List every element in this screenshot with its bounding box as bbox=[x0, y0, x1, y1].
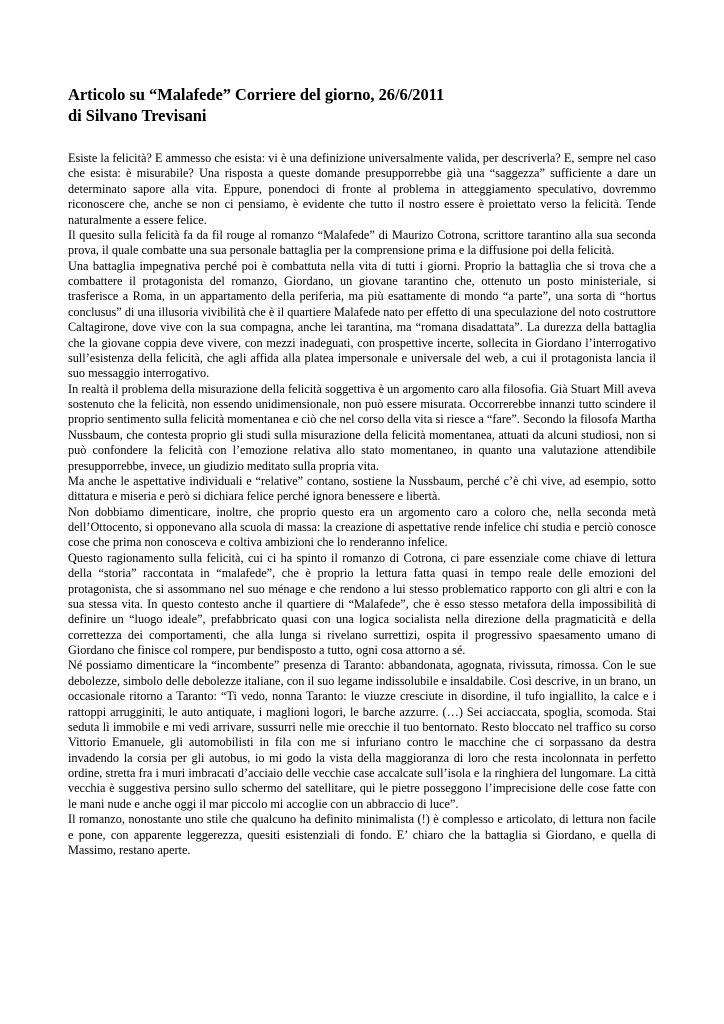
paragraph: Il romanzo, nonostante uno stile che qualcuno ha definito minimalista (!) è complesso e articolato, di lettura non facile e pone, con apparente leggerezza, quesiti esistenziali di fondo. E’ chiaro che la battaglia si Giordano, e quella di Massimo, restano aperte. bbox=[68, 812, 656, 857]
paragraph: Ma anche le aspettative individuali e “relative” contano, sostiene la Nussbaum, perché c’è chi vive, ad esempio, sotto dittatura e miseria e però si dichiara felice perché ignora benessere e libertà. bbox=[68, 473, 656, 504]
article-author-line: di Silvano Trevisani bbox=[68, 106, 207, 125]
document-page bbox=[68, 84, 656, 858]
paragraph: Non dobbiamo dimenticare, inoltre, che proprio questo era un argomento caro a coloro che, nella seconda metà dell’Ottocento, si opponevano alla scuola di massa: la creazione di aspettative rende infelice chi studia e perciò conosce cose che prima non conosceva e coltiva ambizioni che lo renderanno infelice. bbox=[68, 504, 656, 550]
article-body bbox=[68, 151, 656, 858]
paragraph: Una battaglia impegnativa perché poi è combattuta nella vita di tutti i giorni. Proprio la battaglia che si trova che a combattere il protagonista del romanzo, Giordano, un giovane tarantino che, ottenuto un posto ministeriale, si trasferisce a Roma, in un appartamento della periferia, ma più esattamente di mondo “a parte”, una sorta di “hortus conclusus” di una illusoria vivibilità che è il quartiere Malafede nato per effetto di una speculazione del noto costruttore Caltagirone, dove vive con la sua compagna, anche lei tarantina, ma “romana disadattata”. La durezza della battaglia che la giovane coppia deve vivere, con mezzi inadeguati, con prospettive incerte, sollecita in Giordano l’interrogativo sull’esistenza della felicità, che agli affida alla platea impersonale e universale del web, a cui il protagonista lancia il suo messaggio interrogativo. bbox=[68, 258, 656, 381]
article-title bbox=[68, 84, 656, 126]
paragraph: Il quesito sulla felicità fa da fil rouge al romanzo “Malafede” di Maurizo Cotrona, scrittore tarantino alla sua seconda prova, il quale combatte una sua personale battaglia per la comprensione prima e la diffusione poi della felicità. bbox=[68, 227, 656, 258]
paragraph: Esiste la felicità? E ammesso che esista: vi è una definizione universalmente valida, per descriverla? E, sempre nel caso che esista: è misurabile? Una risposta a queste domande presupporrebbe già una “saggezza” sufficiente a dare un determinato sapore alla vita. Eppure, ponendoci di fronte al problema in atteggiamento speculativo, dovremmo riconoscere che, anche se non ci pensiamo, è evidente che tutto il nostro essere è proiettato verso la felicità. Tende naturalmente a essere felice. bbox=[68, 151, 656, 227]
paragraph: In realtà il problema della misurazione della felicità soggettiva è un argomento caro alla filosofia. Già Stuart Mill aveva sostenuto che la felicità, non essendo unidimensionale, non può essere misurata. Occorrerebbe innanzi tutto scindere il proprio sentimento sulla felicità momentanea e ciò che nel corso della vita si riesce a “fare”. Secondo la filosofa Martha Nussbaum, che contesta proprio gli studi sulla misurazione della felicità momentanea, attuati da alcuni studiosi, non si può confondere la felicità con l’emozione relativa allo stato momentaneo, in quanto una valutazione attendibile presupporrebbe, invece, un giudizio meditato sulla propria vita. bbox=[68, 381, 656, 473]
paragraph: Né possiamo dimenticare la “incombente” presenza di Taranto: abbandonata, agognata, rivissuta, rimossa. Con le sue debolezze, simbolo delle debolezze italiane, con il suo legame indissolubile e insaldabile. Così descrive, in un brano, un occasionale ritorno a Taranto: “Ti vedo, nonna Taranto: le viuzze cresciute in disordine, il tufo ingiallito, la calce e i rattoppi arrugginiti, le auto antiquate, i maglioni logori, le barche azzurre. (…) Sei acciaccata, spoglia, scomoda. Stai seduta lì immobile e mi vedi arrivare, sussurri nelle mie orecchie il tuo bentornato. Resto bloccato nel traffico su corso Vittorio Emanuele, gli automobilisti in fila con me si infuriano contro le macchine che ci sorpassano da destra invadendo la corsia per gli autobus, io mi godo la vista della maggioranza di loro che resta incolonnata in perfetto ordine, stretta fra i muri imbracati d’acciaio delle vecchie case accalcate sull’isola e la ringhiera del lungomare. La città vecchia è suggestiva persino sullo schermo del satellitare, qui le pietre posseggono l’imprecisione delle cose fatte con le mani nude e anche oggi il mar piccolo mi accoglie con un abbraccio di luce”. bbox=[68, 658, 656, 811]
paragraph: Questo ragionamento sulla felicità, cui ci ha spinto il romanzo di Cotrona, ci pare essenziale come chiave di lettura della “storia” raccontata in “malafede”, che è proprio la lettura fatta quasi in tempo reale delle emozioni del protagonista, che si assommano nel suo ménage e che rendono a lui stesso problematico rapporto con gli altri e con la sua stessa vita. In questo contesto anche il quartiere di “Malafede”, che è esso stesso metafora della impossibilità di definire un “luogo ideale”, prefabbricato quasi con una logica socialista nella direzione della pragmaticità e della correttezza dei comportamenti, che alla lunga si rivelano surrettizi, ospita il progressivo spaesamento umano di Giordano che finisce col romperе, pur bendisposto a tutto, ogni cosa attorno a sé. bbox=[68, 550, 656, 657]
article-title-line1: Articolo su “Malafede” Corriere del giorno, 26/6/2011 bbox=[68, 85, 445, 104]
